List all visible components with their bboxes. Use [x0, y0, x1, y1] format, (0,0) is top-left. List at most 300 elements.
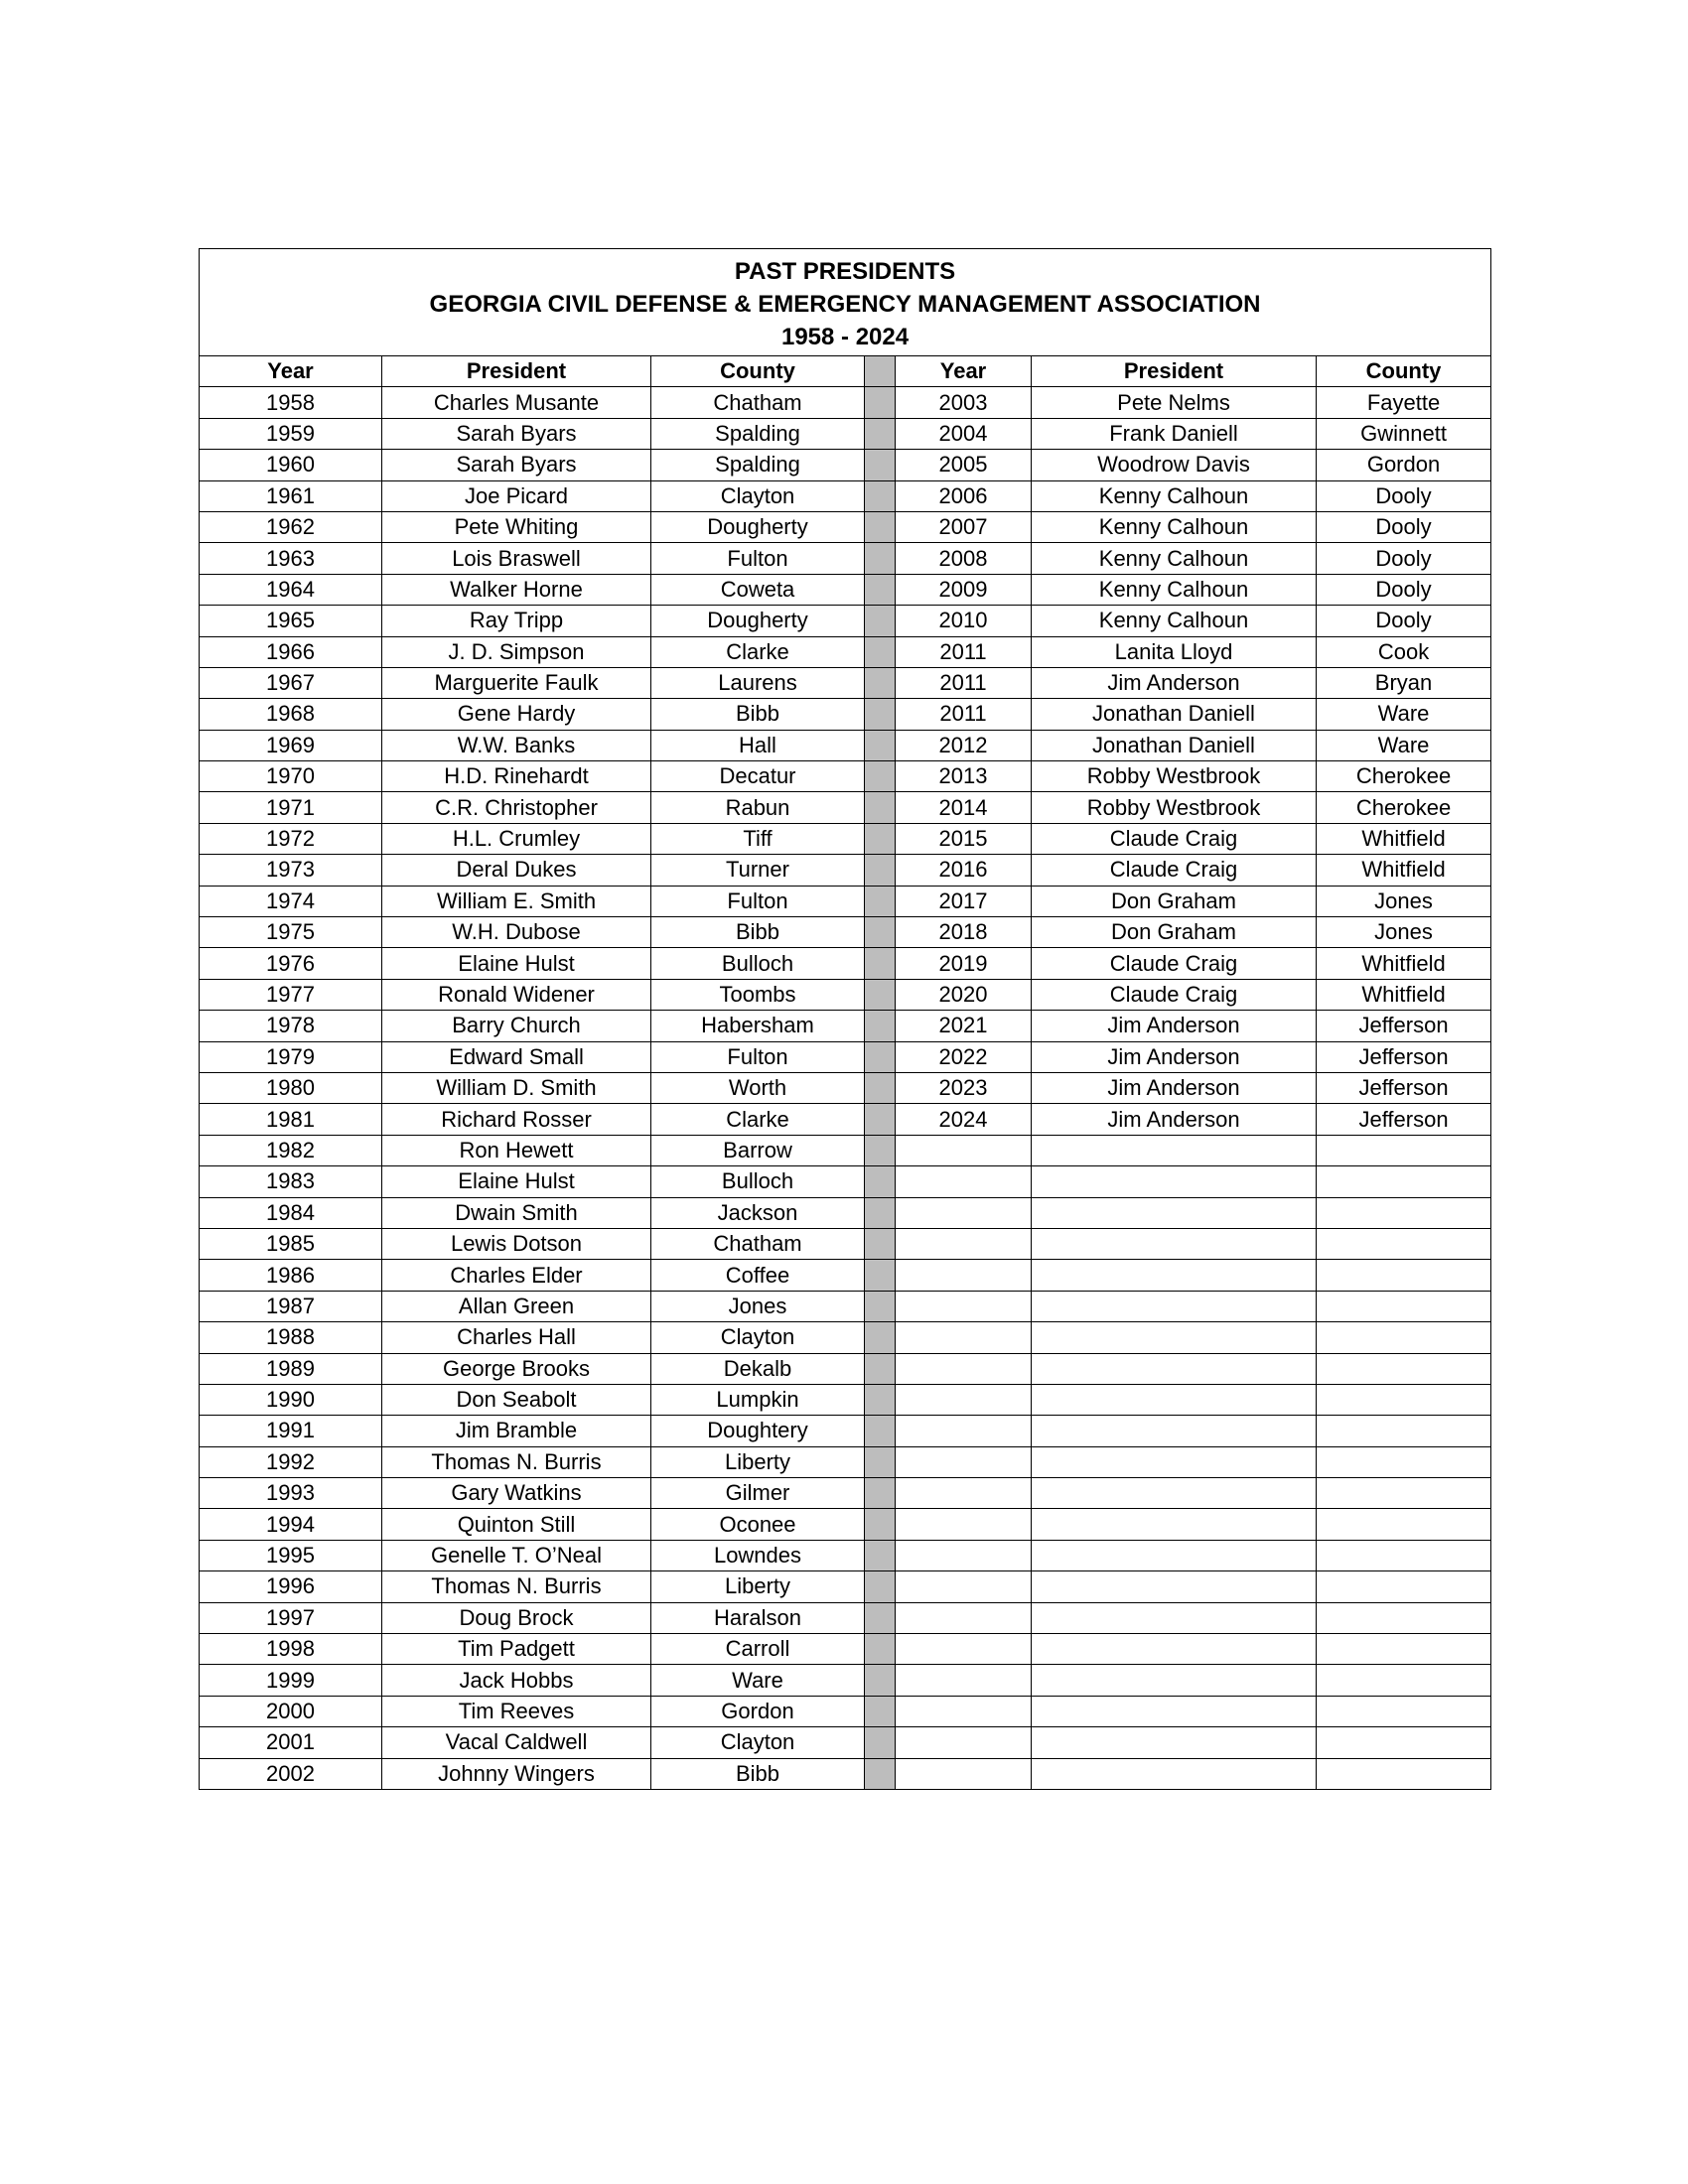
right-county-cell [1317, 1384, 1491, 1415]
left-president-cell: Allan Green [382, 1291, 651, 1321]
column-separator [865, 1135, 896, 1165]
left-year-cell: 1971 [200, 792, 382, 823]
right-president-cell [1032, 1540, 1317, 1570]
left-county-cell: Chatham [651, 1228, 865, 1259]
left-county-cell: Liberty [651, 1446, 865, 1477]
right-county-cell [1317, 1260, 1491, 1291]
left-year-cell: 1970 [200, 761, 382, 792]
right-year-cell: 2014 [896, 792, 1032, 823]
right-president-cell [1032, 1665, 1317, 1696]
column-separator [865, 917, 896, 948]
right-president-cell [1032, 1260, 1317, 1291]
right-year-cell: 2003 [896, 387, 1032, 418]
right-year-cell: 2011 [896, 636, 1032, 667]
right-county-cell [1317, 1291, 1491, 1321]
left-county-cell: Chatham [651, 387, 865, 418]
right-year-cell [896, 1634, 1032, 1665]
right-president-cell: Kenny Calhoun [1032, 511, 1317, 542]
left-county-cell: Worth [651, 1072, 865, 1103]
column-separator [865, 1665, 896, 1696]
table-row [200, 1696, 1491, 1726]
right-president-cell: Frank Daniell [1032, 418, 1317, 449]
table-row [200, 667, 1491, 698]
right-county-cell: Jefferson [1317, 1072, 1491, 1103]
right-year-cell [896, 1602, 1032, 1633]
document-title [200, 249, 1491, 356]
right-year-cell [896, 1416, 1032, 1446]
right-county-cell [1317, 1353, 1491, 1384]
column-separator [865, 823, 896, 854]
right-county-cell: Ware [1317, 699, 1491, 730]
right-president-cell: Woodrow Davis [1032, 450, 1317, 480]
right-county-cell: Dooly [1317, 606, 1491, 636]
right-year-cell: 2010 [896, 606, 1032, 636]
left-president-cell: Joe Picard [382, 480, 651, 511]
table-row [200, 1197, 1491, 1228]
left-year-cell: 2002 [200, 1758, 382, 1789]
right-county-cell [1317, 1446, 1491, 1477]
column-separator [865, 1540, 896, 1570]
column-separator [865, 730, 896, 760]
right-president-cell: Kenny Calhoun [1032, 480, 1317, 511]
right-year-cell [896, 1197, 1032, 1228]
table-row [200, 1260, 1491, 1291]
column-separator [865, 387, 896, 418]
column-separator [865, 1260, 896, 1291]
right-year-cell: 2007 [896, 511, 1032, 542]
table-row [200, 1166, 1491, 1197]
column-separator [865, 450, 896, 480]
right-county-cell [1317, 1602, 1491, 1633]
left-president-cell: Tim Reeves [382, 1696, 651, 1726]
left-president-cell: William D. Smith [382, 1072, 651, 1103]
left-county-cell: Bibb [651, 699, 865, 730]
left-president-cell: Gene Hardy [382, 699, 651, 730]
left-president-cell: C.R. Christopher [382, 792, 651, 823]
column-separator [865, 1478, 896, 1509]
left-year-cell: 1975 [200, 917, 382, 948]
column-separator [865, 761, 896, 792]
right-county-cell [1317, 1758, 1491, 1789]
right-county-cell: Dooly [1317, 480, 1491, 511]
column-separator [865, 636, 896, 667]
right-year-cell: 2006 [896, 480, 1032, 511]
right-year-cell: 2011 [896, 699, 1032, 730]
left-year-cell: 1987 [200, 1291, 382, 1321]
column-separator [865, 1322, 896, 1353]
left-county-cell: Turner [651, 855, 865, 886]
right-president-cell: Kenny Calhoun [1032, 574, 1317, 605]
right-president-cell: Don Graham [1032, 917, 1317, 948]
left-president-cell: Dwain Smith [382, 1197, 651, 1228]
left-county-cell: Fulton [651, 543, 865, 574]
left-year-cell: 1978 [200, 1011, 382, 1041]
right-president-cell [1032, 1696, 1317, 1726]
table-row [200, 886, 1491, 916]
left-county-cell: Coffee [651, 1260, 865, 1291]
right-county-cell: Gwinnett [1317, 418, 1491, 449]
left-county-cell: Haralson [651, 1602, 865, 1633]
left-president-cell: Tim Padgett [382, 1634, 651, 1665]
right-year-cell: 2011 [896, 667, 1032, 698]
left-year-cell: 1991 [200, 1416, 382, 1446]
left-year-cell: 1973 [200, 855, 382, 886]
table-row [200, 511, 1491, 542]
left-year-cell: 1998 [200, 1634, 382, 1665]
column-separator [865, 1416, 896, 1446]
left-county-cell: Jackson [651, 1197, 865, 1228]
title-line-1: PAST PRESIDENTS [734, 258, 956, 285]
column-separator [865, 1446, 896, 1477]
left-county-cell: Carroll [651, 1634, 865, 1665]
left-year-cell: 1977 [200, 979, 382, 1010]
left-president-cell: Ronald Widener [382, 979, 651, 1010]
left-year-cell: 1961 [200, 480, 382, 511]
left-president-cell: Marguerite Faulk [382, 667, 651, 698]
left-year-cell: 1968 [200, 699, 382, 730]
left-county-cell: Bibb [651, 917, 865, 948]
right-year-cell [896, 1665, 1032, 1696]
left-year-cell: 1979 [200, 1041, 382, 1072]
right-county-cell: Bryan [1317, 667, 1491, 698]
right-president-cell [1032, 1571, 1317, 1602]
left-year-cell: 1958 [200, 387, 382, 418]
right-year-cell: 2009 [896, 574, 1032, 605]
left-year-cell: 1964 [200, 574, 382, 605]
left-president-cell: Walker Horne [382, 574, 651, 605]
right-president-cell [1032, 1416, 1317, 1446]
right-president-cell: Pete Nelms [1032, 387, 1317, 418]
left-president-cell: Elaine Hulst [382, 1166, 651, 1197]
right-president-cell [1032, 1446, 1317, 1477]
right-year-cell: 2020 [896, 979, 1032, 1010]
right-year-cell: 2005 [896, 450, 1032, 480]
left-county-cell: Doughtery [651, 1416, 865, 1446]
table-row [200, 1446, 1491, 1477]
right-county-cell: Cook [1317, 636, 1491, 667]
left-county-cell: Laurens [651, 667, 865, 698]
left-year-cell: 1980 [200, 1072, 382, 1103]
left-year-cell: 1960 [200, 450, 382, 480]
left-county-cell: Gordon [651, 1696, 865, 1726]
column-separator [865, 418, 896, 449]
left-president-cell: Doug Brock [382, 1602, 651, 1633]
right-county-cell [1317, 1228, 1491, 1259]
right-year-cell: 2021 [896, 1011, 1032, 1041]
left-year-cell: 1986 [200, 1260, 382, 1291]
right-president-cell: Jim Anderson [1032, 1041, 1317, 1072]
right-county-cell [1317, 1478, 1491, 1509]
table-row [200, 1135, 1491, 1165]
right-year-cell: 2017 [896, 886, 1032, 916]
column-separator [865, 1727, 896, 1758]
right-county-cell [1317, 1197, 1491, 1228]
left-county-cell: Liberty [651, 1571, 865, 1602]
left-president-cell: Thomas N. Burris [382, 1446, 651, 1477]
left-year-cell: 1983 [200, 1166, 382, 1197]
left-president-cell: Charles Musante [382, 387, 651, 418]
left-president-cell: Thomas N. Burris [382, 1571, 651, 1602]
table-row [200, 1727, 1491, 1758]
right-county-cell: Whitfield [1317, 823, 1491, 854]
left-year-cell: 1966 [200, 636, 382, 667]
left-president-cell: Jack Hobbs [382, 1665, 651, 1696]
left-president-cell: Pete Whiting [382, 511, 651, 542]
right-year-cell [896, 1727, 1032, 1758]
right-year-cell: 2022 [896, 1041, 1032, 1072]
column-separator [865, 792, 896, 823]
header-president-right: President [1032, 356, 1317, 387]
left-county-cell: Jones [651, 1291, 865, 1321]
right-county-cell: Cherokee [1317, 792, 1491, 823]
right-county-cell [1317, 1166, 1491, 1197]
left-president-cell: Genelle T. O’Neal [382, 1540, 651, 1570]
left-county-cell: Lumpkin [651, 1384, 865, 1415]
left-year-cell: 1963 [200, 543, 382, 574]
right-year-cell [896, 1384, 1032, 1415]
right-county-cell: Dooly [1317, 511, 1491, 542]
left-county-cell: Lowndes [651, 1540, 865, 1570]
left-county-cell: Clayton [651, 1727, 865, 1758]
column-separator [865, 574, 896, 605]
left-county-cell: Hall [651, 730, 865, 760]
right-president-cell: Kenny Calhoun [1032, 543, 1317, 574]
right-president-cell: Kenny Calhoun [1032, 606, 1317, 636]
table-row [200, 636, 1491, 667]
right-year-cell [896, 1540, 1032, 1570]
column-separator [865, 1228, 896, 1259]
left-year-cell: 1974 [200, 886, 382, 916]
column-separator [865, 886, 896, 916]
table-row [200, 1602, 1491, 1633]
table-row [200, 1072, 1491, 1103]
column-separator [865, 1509, 896, 1540]
table-row [200, 948, 1491, 979]
left-year-cell: 1962 [200, 511, 382, 542]
left-year-cell: 1965 [200, 606, 382, 636]
right-year-cell [896, 1446, 1032, 1477]
right-county-cell [1317, 1571, 1491, 1602]
left-year-cell: 1990 [200, 1384, 382, 1415]
left-year-cell: 1967 [200, 667, 382, 698]
left-president-cell: Lois Braswell [382, 543, 651, 574]
right-year-cell [896, 1353, 1032, 1384]
left-county-cell: Bulloch [651, 948, 865, 979]
left-county-cell: Oconee [651, 1509, 865, 1540]
left-president-cell: Jim Bramble [382, 1416, 651, 1446]
right-president-cell: Jonathan Daniell [1032, 699, 1317, 730]
right-county-cell [1317, 1135, 1491, 1165]
column-separator [865, 356, 896, 387]
left-president-cell: Richard Rosser [382, 1104, 651, 1135]
right-year-cell: 2015 [896, 823, 1032, 854]
right-year-cell [896, 1758, 1032, 1789]
right-president-cell: Jim Anderson [1032, 1072, 1317, 1103]
right-year-cell: 2023 [896, 1072, 1032, 1103]
right-county-cell: Ware [1317, 730, 1491, 760]
right-president-cell [1032, 1509, 1317, 1540]
left-president-cell: Deral Dukes [382, 855, 651, 886]
table-row [200, 387, 1491, 418]
right-county-cell: Dooly [1317, 543, 1491, 574]
table-row [200, 761, 1491, 792]
left-county-cell: Rabun [651, 792, 865, 823]
header-year-right: Year [896, 356, 1032, 387]
column-separator [865, 1291, 896, 1321]
table-row [200, 1104, 1491, 1135]
right-county-cell [1317, 1322, 1491, 1353]
left-county-cell: Coweta [651, 574, 865, 605]
left-president-cell: Barry Church [382, 1011, 651, 1041]
left-president-cell: Edward Small [382, 1041, 651, 1072]
title-line-3: 1958 - 2024 [780, 324, 910, 350]
right-president-cell [1032, 1291, 1317, 1321]
table-row [200, 1384, 1491, 1415]
column-separator [865, 1353, 896, 1384]
left-president-cell: Charles Hall [382, 1322, 651, 1353]
left-county-cell: Dougherty [651, 606, 865, 636]
left-president-cell: Ron Hewett [382, 1135, 651, 1165]
right-county-cell: Jefferson [1317, 1104, 1491, 1135]
left-county-cell: Barrow [651, 1135, 865, 1165]
right-president-cell: Claude Craig [1032, 979, 1317, 1010]
table-row [200, 450, 1491, 480]
column-separator [865, 511, 896, 542]
right-president-cell: Claude Craig [1032, 855, 1317, 886]
table-row [200, 730, 1491, 760]
column-separator [865, 543, 896, 574]
table-row [200, 1478, 1491, 1509]
header-county-right: County [1317, 356, 1491, 387]
column-separator [865, 606, 896, 636]
left-president-cell: W.W. Banks [382, 730, 651, 760]
table-row [200, 1291, 1491, 1321]
column-separator [865, 1104, 896, 1135]
right-year-cell: 2016 [896, 855, 1032, 886]
right-county-cell: Jones [1317, 886, 1491, 916]
left-county-cell: Spalding [651, 418, 865, 449]
header-row [200, 356, 1491, 387]
right-county-cell [1317, 1540, 1491, 1570]
title-line-2: GEORGIA CIVIL DEFENSE & EMERGENCY MANAGEMENT ASSOCIATION [429, 291, 1261, 318]
left-county-cell: Clayton [651, 480, 865, 511]
right-president-cell: Claude Craig [1032, 948, 1317, 979]
column-separator [865, 1758, 896, 1789]
right-county-cell [1317, 1727, 1491, 1758]
left-president-cell: Elaine Hulst [382, 948, 651, 979]
right-president-cell [1032, 1197, 1317, 1228]
right-president-cell [1032, 1384, 1317, 1415]
right-president-cell [1032, 1353, 1317, 1384]
left-president-cell: J. D. Simpson [382, 636, 651, 667]
right-year-cell: 2018 [896, 917, 1032, 948]
right-county-cell: Jones [1317, 917, 1491, 948]
left-president-cell: George Brooks [382, 1353, 651, 1384]
left-county-cell: Clarke [651, 636, 865, 667]
table-row [200, 1509, 1491, 1540]
right-year-cell: 2013 [896, 761, 1032, 792]
right-county-cell: Gordon [1317, 450, 1491, 480]
right-president-cell [1032, 1478, 1317, 1509]
table-row [200, 823, 1491, 854]
past-presidents-table [199, 248, 1491, 1790]
column-separator [865, 1634, 896, 1665]
right-year-cell [896, 1571, 1032, 1602]
right-president-cell [1032, 1758, 1317, 1789]
left-president-cell: William E. Smith [382, 886, 651, 916]
right-president-cell: Jonathan Daniell [1032, 730, 1317, 760]
left-year-cell: 1989 [200, 1353, 382, 1384]
left-president-cell: W.H. Dubose [382, 917, 651, 948]
table-row [200, 1011, 1491, 1041]
column-separator [865, 667, 896, 698]
column-separator [865, 1072, 896, 1103]
right-county-cell [1317, 1634, 1491, 1665]
table-row [200, 917, 1491, 948]
right-year-cell: 2012 [896, 730, 1032, 760]
table-row [200, 1353, 1491, 1384]
left-county-cell: Spalding [651, 450, 865, 480]
right-year-cell [896, 1166, 1032, 1197]
left-year-cell: 1981 [200, 1104, 382, 1135]
right-county-cell [1317, 1509, 1491, 1540]
left-county-cell: Gilmer [651, 1478, 865, 1509]
table-row [200, 418, 1491, 449]
right-county-cell: Jefferson [1317, 1011, 1491, 1041]
left-year-cell: 1992 [200, 1446, 382, 1477]
left-year-cell: 1984 [200, 1197, 382, 1228]
right-president-cell: Jim Anderson [1032, 1104, 1317, 1135]
left-president-cell: Lewis Dotson [382, 1228, 651, 1259]
left-county-cell: Dekalb [651, 1353, 865, 1384]
right-year-cell: 2019 [896, 948, 1032, 979]
table-row [200, 1041, 1491, 1072]
table-row [200, 1228, 1491, 1259]
table-row [200, 574, 1491, 605]
column-separator [865, 480, 896, 511]
header-county-left: County [651, 356, 865, 387]
left-county-cell: Clayton [651, 1322, 865, 1353]
table-row [200, 1634, 1491, 1665]
right-county-cell: Whitfield [1317, 855, 1491, 886]
left-president-cell: Johnny Wingers [382, 1758, 651, 1789]
left-county-cell: Clarke [651, 1104, 865, 1135]
table-row [200, 1540, 1491, 1570]
right-county-cell: Jefferson [1317, 1041, 1491, 1072]
left-county-cell: Tiff [651, 823, 865, 854]
left-president-cell: Quinton Still [382, 1509, 651, 1540]
left-year-cell: 1959 [200, 418, 382, 449]
left-president-cell: Vacal Caldwell [382, 1727, 651, 1758]
left-president-cell: H.D. Rinehardt [382, 761, 651, 792]
right-county-cell: Whitfield [1317, 979, 1491, 1010]
left-year-cell: 1982 [200, 1135, 382, 1165]
right-president-cell: Lanita Lloyd [1032, 636, 1317, 667]
left-county-cell: Fulton [651, 1041, 865, 1072]
right-president-cell: Claude Craig [1032, 823, 1317, 854]
table-row [200, 792, 1491, 823]
right-year-cell [896, 1478, 1032, 1509]
left-year-cell: 2001 [200, 1727, 382, 1758]
right-county-cell [1317, 1416, 1491, 1446]
left-year-cell: 1976 [200, 948, 382, 979]
left-year-cell: 1972 [200, 823, 382, 854]
table-row [200, 699, 1491, 730]
column-separator [865, 1041, 896, 1072]
table-row [200, 1665, 1491, 1696]
right-year-cell [896, 1322, 1032, 1353]
right-president-cell: Jim Anderson [1032, 1011, 1317, 1041]
